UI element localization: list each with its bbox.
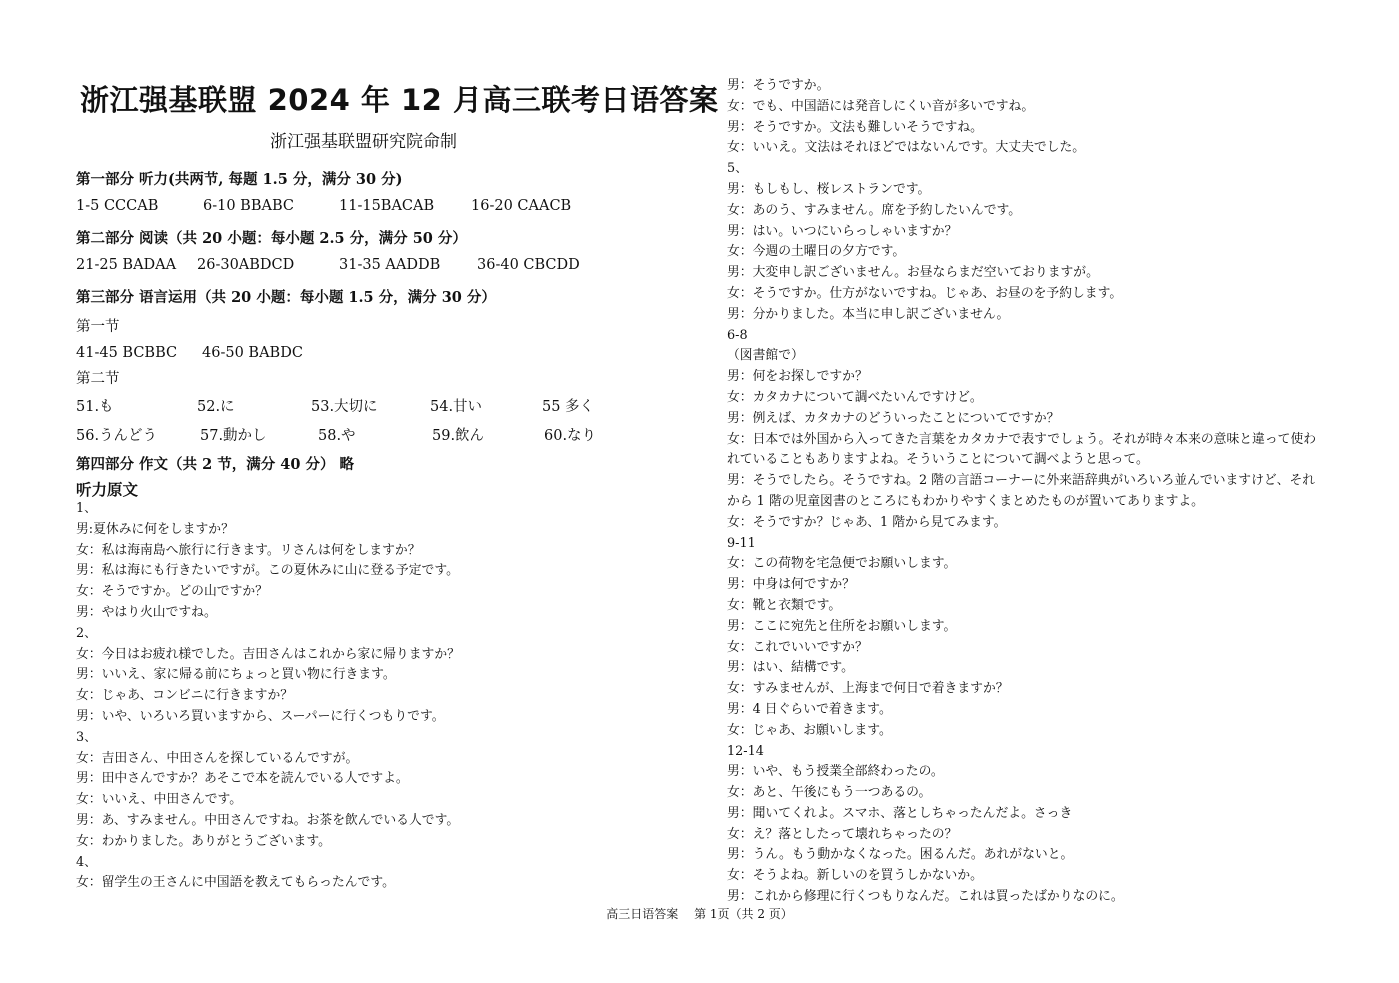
transcript-line: 5、 <box>727 161 748 177</box>
transcript-line: 男：あ、すみません。中田さんですね。お茶を飲んでいる人です。 <box>76 812 460 828</box>
transcript-line: 女：私は海南島へ旅行に行きます。リさんは何をしますか？ <box>76 542 421 558</box>
transcript-line: 1、 <box>76 501 97 516</box>
answer-group: 31-35 AADDB <box>339 257 441 273</box>
transcript-line: 女：じゃあ、コンビニに行きますか？ <box>76 688 294 704</box>
section2-label: 第二节 <box>76 371 120 387</box>
transcript-line: 男：そうでしたら。そうですね。2 階の言語コーナーに外来語辞典がいろいろ並んでいますけど、それから 1 階の児童図書のところにもわかりやすくまとめたものが置いてありますよ。 <box>727 473 1316 509</box>
answer-group: 36-40 CBCDD <box>477 257 580 273</box>
transcript-line: 男：大変申し訳ございません。お昼ならまだ空いておりますが。 <box>727 265 1099 281</box>
transcript-line: 男：やはり火山ですね。 <box>76 604 217 620</box>
transcript-line: 女：今週の土曜日の夕方です。 <box>727 244 906 260</box>
transcript-line: 男：そうですか。 <box>727 78 830 93</box>
transcript-line: 男：私は海にも行きたいですが。この夏休みに山に登る予定です。 <box>76 563 459 579</box>
transcript-line: 女：そうですか？じゃあ、1 階から見てみます。 <box>727 514 1007 530</box>
transcript-line: 女：日本では外国から入ってきた言葉をカタカナで表すでしょう。それが時々本来の意味と違って使われていることもありますよね。そういうことについて調べようと思って。 <box>727 431 1317 468</box>
transcript-line: 男：そうですか。文法も難しいそうですね。 <box>727 119 983 135</box>
answer-item: 52.に <box>197 399 235 415</box>
transcript-line: 3、 <box>76 729 97 745</box>
page-subtitle: 浙江强基联盟研究院命制 <box>270 132 457 152</box>
answer-group: 1-5 CCCAB <box>76 198 159 214</box>
transcript-line: 女：でも、中国語には発音しにくい音が多いですね。 <box>727 98 1035 114</box>
part3-heading: 第三部分 语言运用（共 20 小题：每小题 1.5 分，满分 30 分） <box>76 289 496 306</box>
transcript-line: 女：吉田さん、中田さんを探しているんですが。 <box>76 750 359 766</box>
transcript-line: 男：はい、結構です。 <box>727 660 854 676</box>
answer-item: 57.動かし <box>200 428 267 444</box>
transcript-line: 女：いいえ。文法はそれほどではないんです。大丈夫でした。 <box>727 140 1086 156</box>
transcript-line: 女：あと、午後にもう一つあるの。 <box>727 785 932 801</box>
transcript-line: 女：じゃあ、お願いします。 <box>727 722 892 738</box>
transcript-line: （図書館で） <box>727 348 804 364</box>
transcript-line: 男：例えば、カタカナのどういったことについてですか？ <box>727 410 1060 426</box>
transcript-line: 女：この荷物を宅急便でお願いします。 <box>727 556 957 572</box>
transcript-line: 男：ここに宛先と住所をお願いします。 <box>727 618 957 634</box>
answer-group: 6-10 BBABC <box>203 198 294 214</box>
answer-item: 51.も <box>76 399 114 415</box>
answer-item: 60.なり <box>544 428 597 444</box>
answer-item: 54.甘い <box>430 399 483 415</box>
footer-page-info: 第 1页（共 2 页） <box>694 907 793 921</box>
transcript-line: 6-8 <box>727 327 748 343</box>
page-title: 浙江强基联盟 2024 年 12 月高三联考日语答案 <box>80 83 719 117</box>
transcript-line: 男：中身は何ですか？ <box>727 577 855 593</box>
transcript-line: 女：今日はお疲れ様でした。吉田さんはこれから家に帰りますか？ <box>76 646 460 662</box>
transcript-line: 男：分かりました。本当に申し訳ございません。 <box>727 306 1010 322</box>
transcript-line: 女：靴と衣類です。 <box>727 597 842 613</box>
answer-group: 46-50 BABDC <box>202 345 303 361</box>
transcript-line: 女：留学生の王さんに中国語を教えてもらったんです。 <box>76 875 395 891</box>
part1-heading: 第一部分 听力(共两节, 每题 1.5 分，满分 30 分) <box>76 171 403 188</box>
transcript-line: 女：え？落としたって壊れちゃったの？ <box>727 826 958 842</box>
answer-item: 58.や <box>318 428 356 444</box>
answer-item: 56.うんどう <box>76 428 158 444</box>
transcript-line: 女：そうですか。どの山ですか？ <box>76 584 268 600</box>
transcript-line: 女：これでいいですか？ <box>727 639 868 655</box>
transcript-line: 男：これから修理に行くつもりなんだ。これは買ったばかりなのに。 <box>727 889 1124 905</box>
answer-group: 16-20 CAACB <box>471 198 572 214</box>
transcript-line: 女：わかりました。ありがとうございます。 <box>76 833 331 849</box>
transcript-right-column <box>727 76 1347 908</box>
transcript-line: 女：そうですか。仕方がないですね。じゃあ、お昼のを予約します。 <box>727 285 1123 301</box>
transcript-line: 女：カタカナについて調べたいんですけど。 <box>727 389 983 405</box>
answer-item: 55 多く <box>542 399 595 415</box>
section1-label: 第一节 <box>76 319 120 335</box>
transcript-line: 女：すみませんが、上海まで何日で着きますか？ <box>727 681 1009 697</box>
footer-doc-name: 高三日语答案 <box>606 907 679 921</box>
transcript-line: 男：はい。いつにいらっしゃいますか？ <box>727 223 958 239</box>
transcript-line: 男：いや、もう授業全部終わったの。 <box>727 764 944 780</box>
part2-heading: 第二部分 阅读（共 20 小题：每小题 2.5 分，满分 50 分） <box>76 230 467 247</box>
transcript-left-column <box>76 499 696 894</box>
transcript-line: 男：何をお探しですか？ <box>727 369 868 385</box>
answer-group: 26-30ABDCD <box>197 257 295 273</box>
transcript-line: 女：あのう、すみません。席を予約したいんです。 <box>727 202 1022 218</box>
transcript-line: 男：もしもし、桜レストランです。 <box>727 181 931 197</box>
transcript-line: 男:夏休みに何をしますか？ <box>76 521 234 537</box>
part4-heading: 第四部分 作文（共 2 节，满分 40 分） 略 <box>76 456 355 473</box>
answer-item: 53.大切に <box>311 399 378 415</box>
transcript-line: 12-14 <box>727 743 764 759</box>
page-footer <box>0 905 1399 922</box>
answer-item: 59.飲ん <box>432 428 485 444</box>
answer-group: 11-15BACAB <box>339 198 435 214</box>
transcript-line: 女：そうよね。新しいのを買うしかないか。 <box>727 868 983 884</box>
transcript-line: 2、 <box>76 625 97 641</box>
transcript-line: 男：いや、いろいろ買いますから、スーパーに行くつもりです。 <box>76 708 445 724</box>
transcript-line: 9-11 <box>727 535 756 551</box>
transcript-line: 女：いいえ、中田さんです。 <box>76 792 243 808</box>
transcript-line: 4、 <box>76 854 97 870</box>
transcript-heading: 听力原文 <box>76 480 139 499</box>
transcript-line: 男：うん。もう動かなくなった。困るんだ。あれがないと。 <box>727 847 1074 863</box>
answer-group: 21-25 BADAA <box>76 257 177 273</box>
transcript-line: 男：聞いてくれよ。スマホ、落としちゃったんだよ。さっき <box>727 805 1073 821</box>
transcript-line: 男：4 日ぐらいで着きます。 <box>727 701 892 717</box>
transcript-line: 男：いいえ、家に帰る前にちょっと買い物に行きます。 <box>76 667 396 683</box>
transcript-line: 男：田中さんですか？あそこで本を読んでいる人ですよ。 <box>76 771 409 787</box>
answer-group: 41-45 BCBBC <box>76 345 178 361</box>
